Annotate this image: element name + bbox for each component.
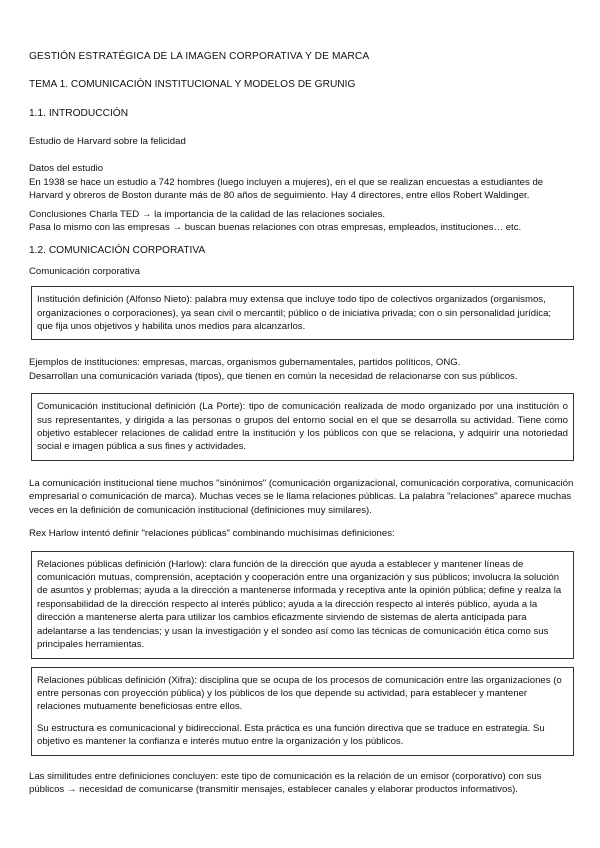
harvard-study-title: Estudio de Harvard sobre la felicidad <box>29 135 186 147</box>
section-heading-1-1: 1.1. INTRODUCCIÓN <box>29 107 129 119</box>
rex-harlow-paragraph: Rex Harlow intentó definir "relaciones públicas" combinando muchísimas definiciones: <box>29 528 395 540</box>
definition-box-comunicacion-institucional <box>31 393 574 461</box>
definition-box-institucion <box>31 286 574 340</box>
definition-harlow-text: Relaciones públicas definición (Harlow): clara función de la dirección que ayuda a establecer y mantener líneas de comunicación mutuas, comprensión, aceptación y cooperación entre una organización y sus públicos; involucra la solución de asuntos y problemas; ayuda a la dirección a mantenerse informada y receptiva ante la opinión pública; define y realza la responsabilidad de la dirección respecto al interés público; ayuda a la dirección respecto al interés público, ayuda a la dirección a mantenerse alerta para utilizar los cambios eficazmente sirviendo de sistemas de alerta anticipada para adelantarse a las tendencias; y usan la investigación y el sondeo así como las técnicas de comunicación ética como sus principales herramientas. <box>37 558 562 651</box>
document-page <box>29 50 574 796</box>
corporate-communication-subtitle: Comunicación corporativa <box>29 265 140 277</box>
institution-examples: Ejemplos de instituciones: empresas, marcas, organismos gubernamentales, partidos políticos, ONG. <box>29 357 461 369</box>
definition-institucion-text: Institución definición (Alfonso Nieto): palabra muy extensa que incluye todo tipo de colectivos organizados (organismos, organizaciones o corporaciones), ya sean civil o mercantil; público o de iniciativa privada; con o sin personalidad jurídica; que fija unos objetivos y habilita unos medios para alcanzarlos. <box>37 294 552 332</box>
xifra-structure-text: Su estructura es comunicacional y bidireccional. Esta práctica es una función directiva que se traduce en estrategia. Su objetivo es mantener la confianza e interés mutuo entre la organización y los públicos. <box>37 722 545 748</box>
conclusions-line-2: Pasa lo mismo con las empresas → buscan buenas relaciones con otras empresas, empleados, instituciones… etc. <box>29 221 522 233</box>
definition-box-harlow <box>31 551 574 659</box>
communication-variety: Desarrollan una comunicación variada (tipos), que tienen en común la necesidad de relacionarse con sus públicos. <box>29 370 518 382</box>
synonyms-paragraph: La comunicación institucional tiene muchos "sinónimos" (comunicación organizacional, comunicación corporativa, comunicación empresarial o comunicación de marca). Muchas veces se le llama relaciones públicas. La palabra "relaciones" aparece muchas veces en la definición de comunicación institucional (definiciones muy similares). <box>29 477 574 516</box>
study-data-title: Datos del estudio <box>29 163 104 175</box>
definition-box-xifra <box>31 667 574 756</box>
document-title: GESTIÓN ESTRATÉGICA DE LA IMAGEN CORPORATIVA Y DE MARCA <box>29 51 370 62</box>
section-heading-1-2: 1.2. COMUNICACIÓN CORPORATIVA <box>29 245 206 257</box>
definition-comunicacion-institucional-text: Comunicación institucional definición (La Porte): tipo de comunicación realizada de modo organizado por una institución o sus representantes, y dirigida a las personas o grupos del entorno social en el que se desarrolla su actividad. Tiene como objetivo establecer relaciones de calidad entre la institución y los públicos con que se relaciona, y adquirir una notoriedad social e imagen pública a sus fines y actividades. <box>37 401 568 453</box>
tema-heading: TEMA 1. COMUNICACIÓN INSTITUCIONAL Y MODELOS DE GRUNIG <box>29 79 356 91</box>
similarities-paragraph: Las similitudes entre definiciones concluyen: este tipo de comunicación es la relación de un emisor (corporativo) con sus públicos → necesidad de comunicarse (transmitir mensajes, establecer canales y elaborar productos informativos). <box>29 770 542 796</box>
conclusions-line-1: Conclusiones Charla TED → la importancia de la calidad de las relaciones sociales. <box>29 208 386 220</box>
definition-xifra-text: Relaciones públicas definición (Xifra): disciplina que se ocupa de los procesos de comunicación entre las organizaciones (o entre personas con proyección pública) y los públicos de los que depende su actividad, para establecer y mantener relaciones mutuamente beneficiosas entre ellos. <box>37 674 562 713</box>
study-data-text: En 1938 se hace un estudio a 742 hombres (luego incluyen a mujeres), en el que se realizan encuestas a estudiantes de Harvard y obreros de Boston durante más de 80 años de seguimiento. Hay 4 directores, entre ellos Robert Waldinger. <box>29 176 544 202</box>
